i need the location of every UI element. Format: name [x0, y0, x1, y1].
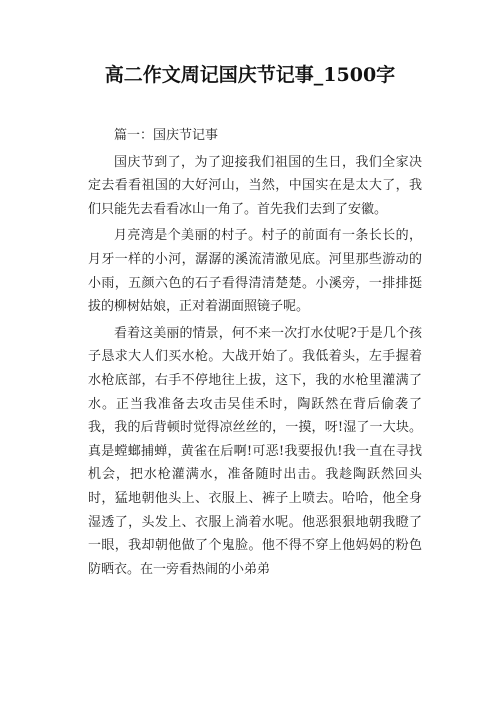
document-body — [88, 124, 422, 581]
section-heading: 篇一：国庆节记事 — [114, 128, 219, 143]
paragraph-3: 看着这美丽的情景，何不来一次打水仗呢?于是几个孩子恳求大人们买水枪。大战开始了。我低着头，左手握着水枪底部，右手不停地往上拔，这下，我的水枪里灌满了水。正当我准备去攻击吴佳禾时，陶跃然在背后偷袭了我，我的后背顿时觉得凉丝丝的，一摸，呀!湿了一大块。真是螳螂捕蝉，黄雀在后啊!可恶!我要报仇!我一直在寻找机会，把水枪灌满水，准备随时出击。我趁陶跃然回头时，猛地朝他头上、衣服上、裤子上喷去。哈哈，他全身湿透了，头发上、衣服上淌着水呢。他恶狠狠地朝我瞪了一眼，我却朝他做了个鬼脸。他不得不穿上他妈妈的粉色防晒衣。在一旁看热闹的小弟弟 — [88, 325, 422, 577]
paragraph-1: 国庆节到了，为了迎接我们祖国的生日，我们全家决定去看看祖国的大好河山，当然，中国实在是太大了，我们只能先去看看冰山一角了。首先我们去到了安徽。 — [88, 154, 422, 217]
document-title: 高二作文周记国庆节记事_1500字 — [104, 64, 396, 86]
paragraph-2: 月亮湾是个美丽的村子。村子的前面有一条长长的，月牙一样的小河，潺潺的溪流清澈见底。河里那些游动的小雨，五颜六色的石子看得清清楚楚。小溪旁，一排排挺拔的柳树姑娘，正对着湖面照镜子呢。 — [88, 228, 422, 315]
